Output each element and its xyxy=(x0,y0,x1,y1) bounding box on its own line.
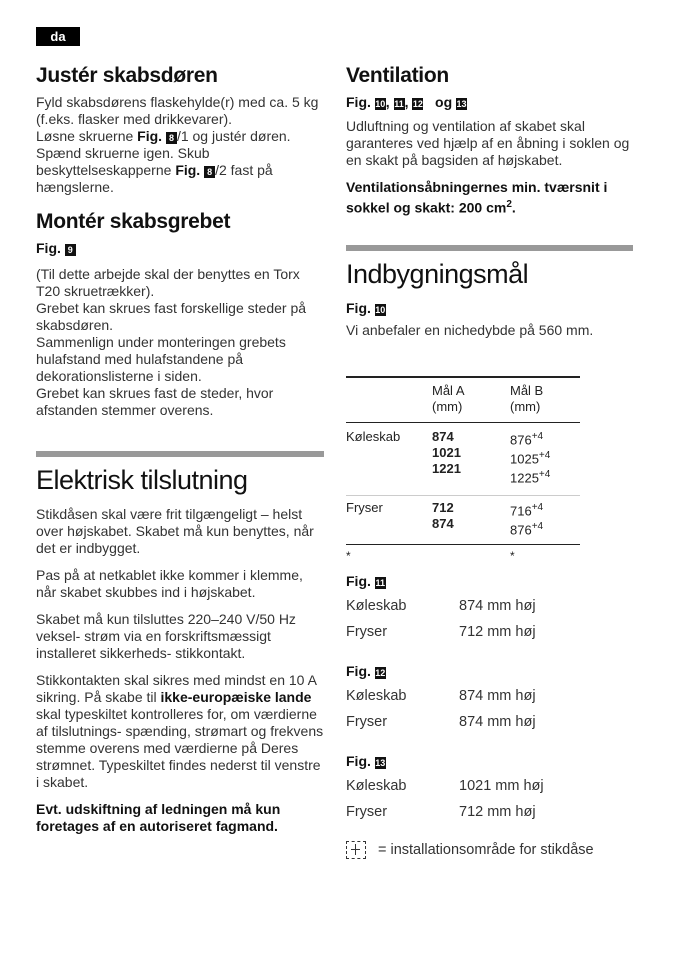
paragraph: Pas på at netkablet ikke kommer i klemme, når skabet skubbes ind i højskabet. xyxy=(36,567,303,600)
section-divider xyxy=(346,245,633,251)
fig-label: Fig. 9 xyxy=(36,240,326,256)
socket-legend: = installationsområde for stikdåse xyxy=(346,841,636,859)
paragraph: Skabet må kun tilsluttes 220–240 V/50 Hz veksel- strøm via en forskriftsmæssigt installeret sikkerheds- stikkontakt. xyxy=(36,611,296,661)
fig-11-block: Fig. 11 Køleskab 874 mm høj Fryser 712 mm høj xyxy=(346,573,636,645)
dimension-row: Køleskab 874 mm høj xyxy=(346,598,536,615)
fig-number-8: 8 xyxy=(166,132,177,144)
dimension-row: Køleskab 874 mm høj xyxy=(346,688,536,705)
fig-number-13: 13 xyxy=(456,99,467,109)
col-header-mal-b: Mål B (mm) xyxy=(510,382,544,414)
left-column xyxy=(36,64,326,845)
section-title-adjust-door: Justér skabsdøren xyxy=(36,64,218,87)
fig-number-10: 10 xyxy=(375,99,386,109)
dimensions-table-wrap xyxy=(346,376,636,564)
fig-number-10: 10 xyxy=(375,304,386,315)
dimensions-table: Mål A (mm) Mål B (mm) Køleskab 874 1021 1221 $876^{+4}$ $1025^{+4}$ $1225^{+4}$ Fryser 712 874 $716^{+4}$ $876^{+4}$ * * xyxy=(346,376,580,564)
fig-number-8: 8 xyxy=(204,166,215,178)
dimension-row: Fryser 712 mm høj xyxy=(346,624,536,641)
language-badge: da xyxy=(36,27,80,46)
dimension-row: Fryser 874 mm høj xyxy=(346,714,536,731)
table-row: Køleskab 874 1021 1221 $876^{+4}$ $1025^{+4}$ $1225^{+4}$ xyxy=(346,428,551,486)
paragraph: Løsne skruerne Fig. 8 /1 og justér døren. xyxy=(36,128,291,144)
paragraph: Fyld skabsdørens flaskehylde(r) med ca. 5 kg (f.eks. flasker med drikkevarer). xyxy=(36,94,319,127)
section-title-mount-handle: Montér skabsgrebet xyxy=(36,210,231,233)
paragraph: Stikdåsen skal være frit tilgængeligt – helst over højskabet. Skabet må kun benyttes, når det er indbygget. xyxy=(36,506,314,556)
paragraph: Stikkontakten skal sikres med mindst en 10 A sikring. På skabe til ikke-europæiske lande skal typeskiltet kontrolleres for, om værdierne af tilslutnings- spænding, strømart og frekvens stemme overens med værdierne på Deres strømnet. Typeskiltet findes nederst til venstre i skabet. xyxy=(36,672,324,790)
section-title-dimensions: Indbygningsmål xyxy=(346,258,529,289)
paragraph: Spænd skruerne igen. Skub beskyttelseskapperne Fig. 8 /2 fast på hængslerne. xyxy=(36,145,273,195)
paragraph: Grebet kan skrues fast de steder, hvor afstanden stemmer overens. xyxy=(36,385,274,418)
paragraph: Udluftning og ventilation af skabet skal garanteres ved hjælp af en åbning i soklen og en skakt på bagsiden af højskabet. xyxy=(346,118,630,168)
right-column xyxy=(346,64,636,859)
section-title-ventilation: Ventilation xyxy=(346,64,449,87)
warning-paragraph: Evt. udskiftning af ledningen må kun foretages af en autoriseret fagmand. xyxy=(36,801,281,834)
dimension-row: Fryser 712 mm høj xyxy=(346,804,536,821)
fig-number-13: 13 xyxy=(375,758,386,769)
fig-label: Fig. 10 xyxy=(346,299,386,316)
fig-number-9: 9 xyxy=(65,244,76,256)
fig-number-12: 12 xyxy=(375,668,386,679)
dimension-row: Køleskab 1021 mm høj xyxy=(346,778,544,795)
section-divider xyxy=(36,451,324,457)
fig-number-12: 12 xyxy=(412,99,423,109)
paragraph: Grebet kan skrues fast forskellige steder på skabsdøren. xyxy=(36,300,307,333)
fig-12-block: Fig. 12 Køleskab 874 mm høj Fryser 874 mm høj xyxy=(346,663,636,735)
socket-area-icon xyxy=(346,841,366,859)
fig-label: Fig. 10, 11, 12 og 13 xyxy=(346,94,467,110)
fig-number-11: 11 xyxy=(375,578,386,589)
paragraph: Sammenlign under monteringen grebets hulafstand med hulafstandene på dekorationslisterne i siden. xyxy=(36,334,286,384)
table-row: Fryser 712 874 $716^{+4}$ $876^{+4}$ xyxy=(346,499,544,538)
ventilation-spec: Ventilationsåbningernes min. tværsnit i sokkel og skakt: 200 $cm^2$. xyxy=(346,179,608,216)
fig-number-11: 11 xyxy=(394,99,404,109)
section-title-electrical: Elektrisk tilslutning xyxy=(36,465,248,495)
col-header-mal-a: Mål A (mm) xyxy=(432,382,465,414)
paragraph: Vi anbefaler en nichedybde på 560 mm. xyxy=(346,321,594,338)
fig-13-block: Fig. 13 Køleskab 1021 mm høj Fryser 712 mm høj xyxy=(346,753,636,825)
paragraph: (Til dette arbejde skal der benyttes en Torx T20 skruetrækker). xyxy=(36,266,300,299)
